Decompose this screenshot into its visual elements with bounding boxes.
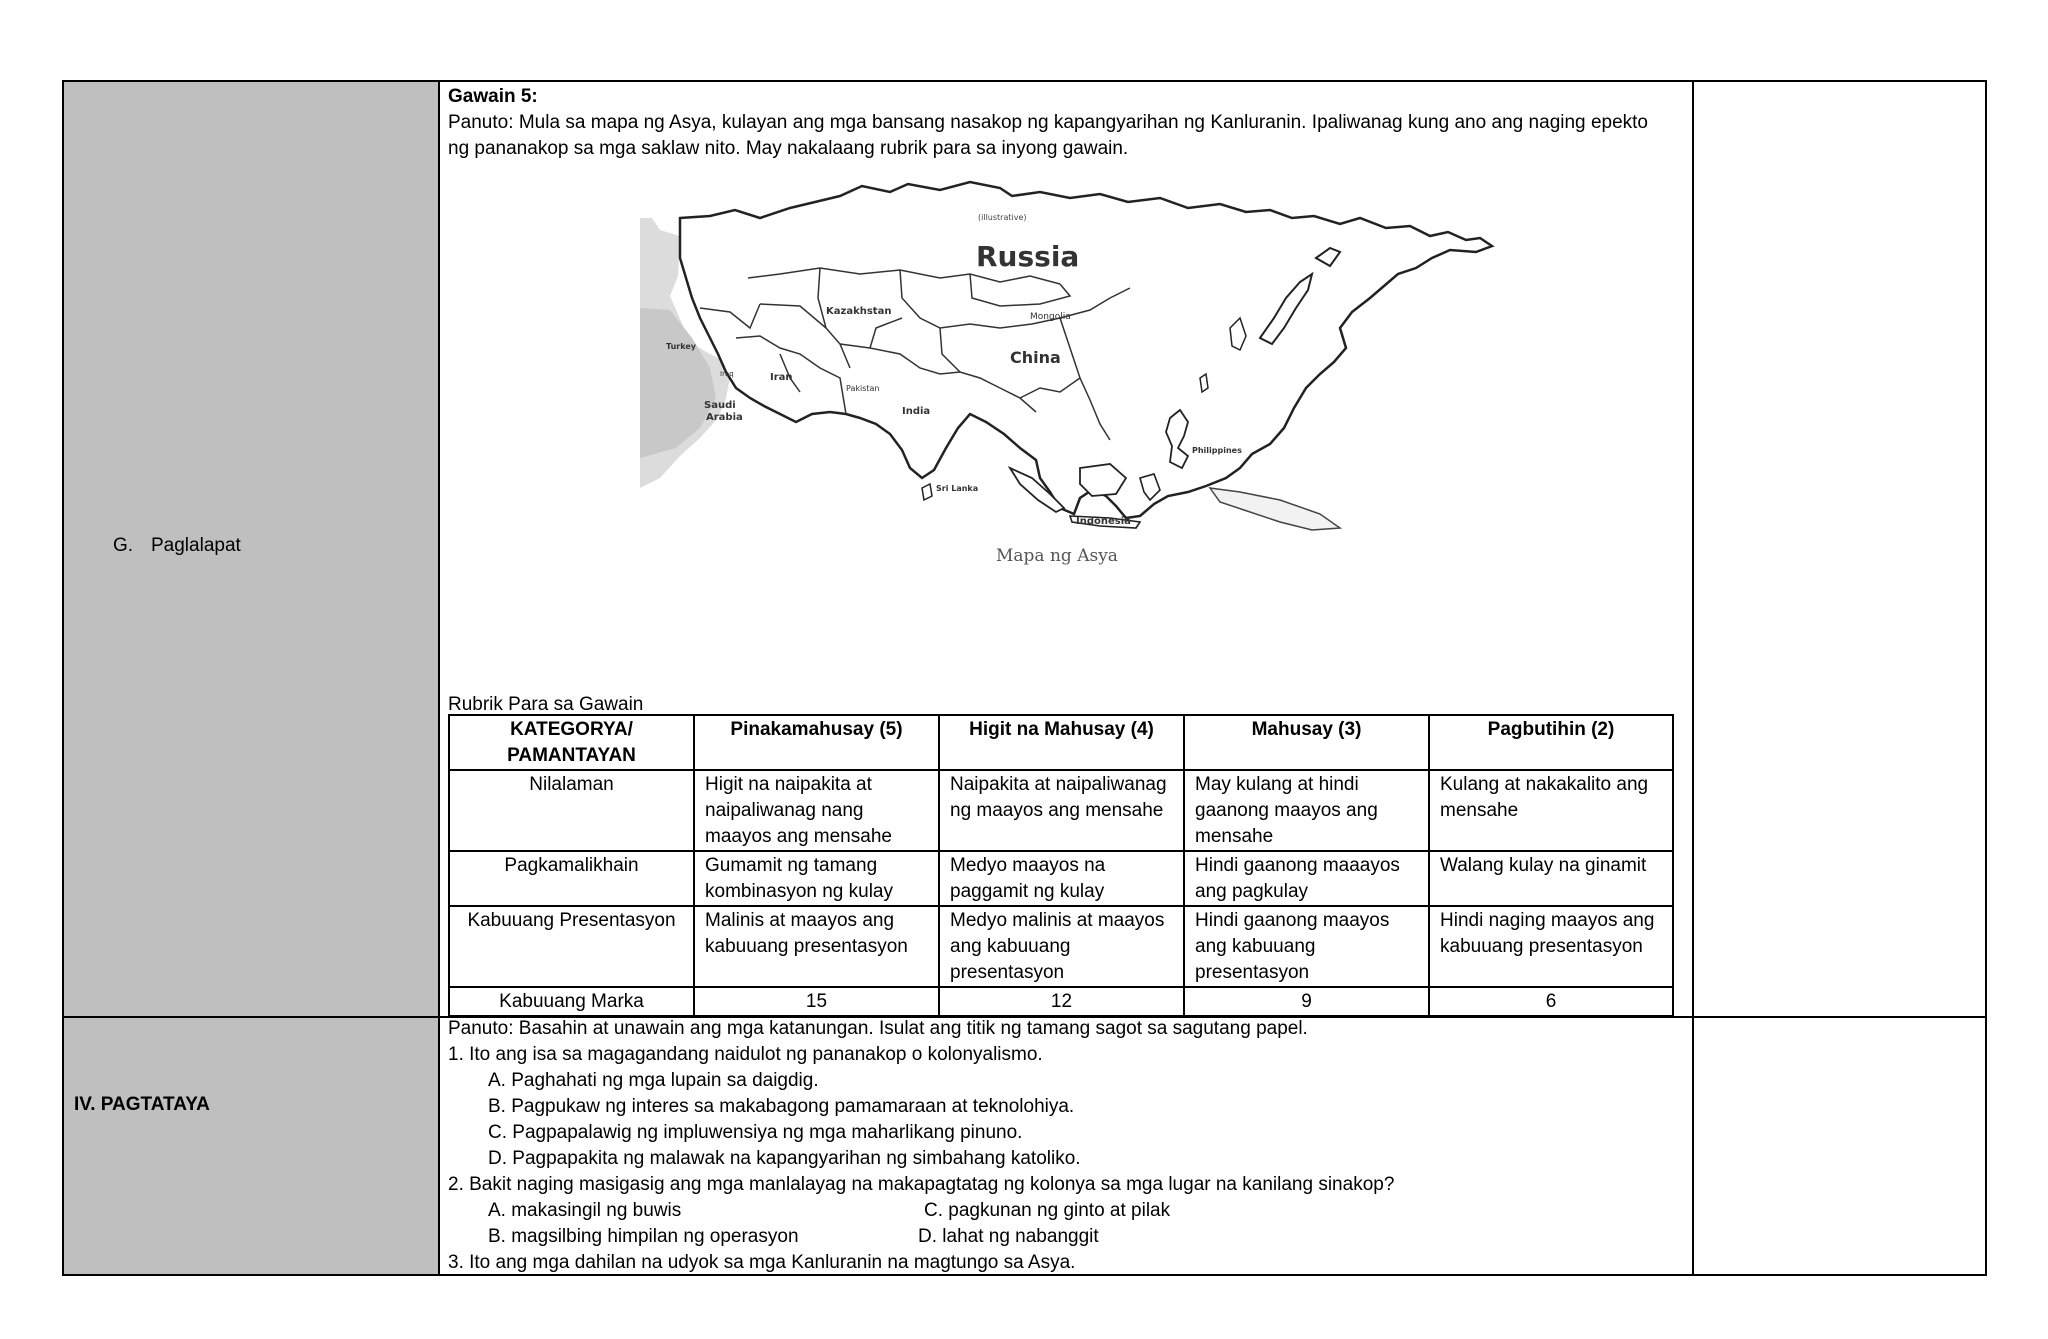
row-g-letter: G. <box>113 535 134 556</box>
gawain-instructions: Panuto: Mula sa mapa ng Asya, kulayan ang mga bansang nasakop ng kapangyarihan ng Kanluranin. Ipaliwanag kung ano ang naging epekto ng pananakop sa mga saklaw nito. May nakalaang rubrik para sa inyong gawain. <box>448 112 1648 159</box>
rubric-total-2: 6 <box>1429 987 1673 1016</box>
rubric-cell: Hindi gaanong maaayos ang pagkulay <box>1184 851 1429 906</box>
rubric-cell: May kulang at hindi gaanong maayos ang mensahe <box>1184 770 1429 851</box>
rubric-row <box>449 851 1673 906</box>
map-label-turkey: Turkey <box>666 342 696 351</box>
rubric-total-3: 9 <box>1184 987 1429 1016</box>
question-2-choice-a: A. makasingil ng buwis <box>488 1200 682 1221</box>
rubric-header-score-4: Higit na Mahusay (4) <box>939 715 1184 770</box>
rubric-total-label: Kabuuang Marka <box>449 987 694 1016</box>
asia-map <box>640 178 1500 570</box>
svg-text:(illustrative): (illustrative) <box>978 213 1027 222</box>
rubric-header-score-2: Pagbutihin (2) <box>1429 715 1673 770</box>
map-label-pakistan: Pakistan <box>846 384 880 393</box>
rubric-category: Kabuuang Presentasyon <box>449 906 694 987</box>
map-label-iraq: Iraq <box>720 370 734 378</box>
rubric-cell: Gumamit ng tamang kombinasyon ng kulay <box>694 851 939 906</box>
rubric-cell: Hindi naging maayos ang kabuuang presentasyon <box>1429 906 1673 987</box>
rubric-header-category: KATEGORYA/ PAMANTAYAN <box>449 715 694 770</box>
rubric-cell: Hindi gaanong maayos ang kabuuang presentasyon <box>1184 906 1429 987</box>
rubric-table <box>448 714 1674 1017</box>
rubric-total-5: 15 <box>694 987 939 1016</box>
rubric-total-4: 12 <box>939 987 1184 1016</box>
question-1: 1. Ito ang isa sa magagandang naidulot ng pananakop o kolonyalismo. <box>448 1044 1043 1065</box>
map-label-sri-lanka: Sri Lanka <box>936 484 979 493</box>
map-label-kazakhstan: Kazakhstan <box>826 306 892 317</box>
pagtataya-instructions: Panuto: Basahin at unawain ang mga katanungan. Isulat ang titik ng tamang sagot sa sagutang papel. <box>448 1018 1308 1039</box>
rubric-cell: Kulang at nakakalito ang mensahe <box>1429 770 1673 851</box>
map-label-india: India <box>902 406 931 417</box>
row-g-title: Paglalapat <box>151 535 241 556</box>
row-g-label <box>113 535 241 557</box>
rubric-title: Rubrik Para sa Gawain <box>448 694 644 715</box>
gawain-title: Gawain 5: <box>448 86 538 107</box>
map-label-mongolia: Mongolia <box>1030 312 1071 322</box>
rubric-header-row <box>449 715 1673 770</box>
rubric-cell: Malinis at maayos ang kabuuang presentasyon <box>694 906 939 987</box>
column-divider-1 <box>438 80 440 1276</box>
asia-map-drawing <box>640 178 1500 570</box>
rubric-category: Pagkamalikhain <box>449 851 694 906</box>
map-label-philippines: Philippines <box>1192 446 1242 455</box>
rubric-header-score-5: Pinakamahusay (5) <box>694 715 939 770</box>
column-divider-2 <box>1692 80 1694 1276</box>
question-3: 3. Ito ang mga dahilan na udyok sa mga Kanluranin na magtungo sa Asya. <box>448 1252 1076 1273</box>
rubric-row <box>449 770 1673 851</box>
question-1-choice-b: B. Pagpukaw ng interes sa makabagong pamamaraan at teknolohiya. <box>488 1096 1075 1117</box>
map-label-iran: Iran <box>770 372 793 383</box>
question-2: 2. Bakit naging masigasig ang mga manlalayag na makapagtatag ng kolonya sa mga lugar na kanilang sinakop? <box>448 1174 1395 1195</box>
pagtataya-label: IV. PAGTATAYA <box>74 1094 210 1115</box>
question-1-choice-c: C. Pagpapalawig ng impluwensiya ng mga maharlikang pinuno. <box>488 1122 1023 1143</box>
question-2-choice-b: B. magsilbing himpilan ng operasyon <box>488 1226 799 1247</box>
rubric-cell: Naipakita at naipaliwanag ng maayos ang mensahe <box>939 770 1184 851</box>
rubric-cell: Medyo maayos na paggamit ng kulay <box>939 851 1184 906</box>
rubric-row <box>449 906 1673 987</box>
rubric-cell: Higit na naipakita at naipaliwanag nang maayos ang mensahe <box>694 770 939 851</box>
map-label-indonesia: Indonesia <box>1076 516 1131 527</box>
question-2-choice-c: C. pagkunan ng ginto at pilak <box>924 1200 1171 1221</box>
map-label-russia: Russia <box>976 240 1080 273</box>
question-2-choice-d: D. lahat ng nabanggit <box>918 1226 1099 1247</box>
rubric-header-score-3: Mahusay (3) <box>1184 715 1429 770</box>
map-label-china: China <box>1010 348 1061 367</box>
question-1-choice-a: A. Paghahati ng mga lupain sa daigdig. <box>488 1070 819 1091</box>
rubric-total-row <box>449 987 1673 1016</box>
map-label-arabia: Arabia <box>706 412 743 423</box>
map-caption: Mapa ng Asya <box>996 546 1118 566</box>
rubric-cell: Medyo malinis at maayos ang kabuuang presentasyon <box>939 906 1184 987</box>
rubric-cell: Walang kulay na ginamit <box>1429 851 1673 906</box>
map-label-saudi: Saudi <box>704 400 736 411</box>
question-1-choice-d: D. Pagpapakita ng malawak na kapangyarihan ng simbahang katoliko. <box>488 1148 1081 1169</box>
rubric-category: Nilalaman <box>449 770 694 851</box>
